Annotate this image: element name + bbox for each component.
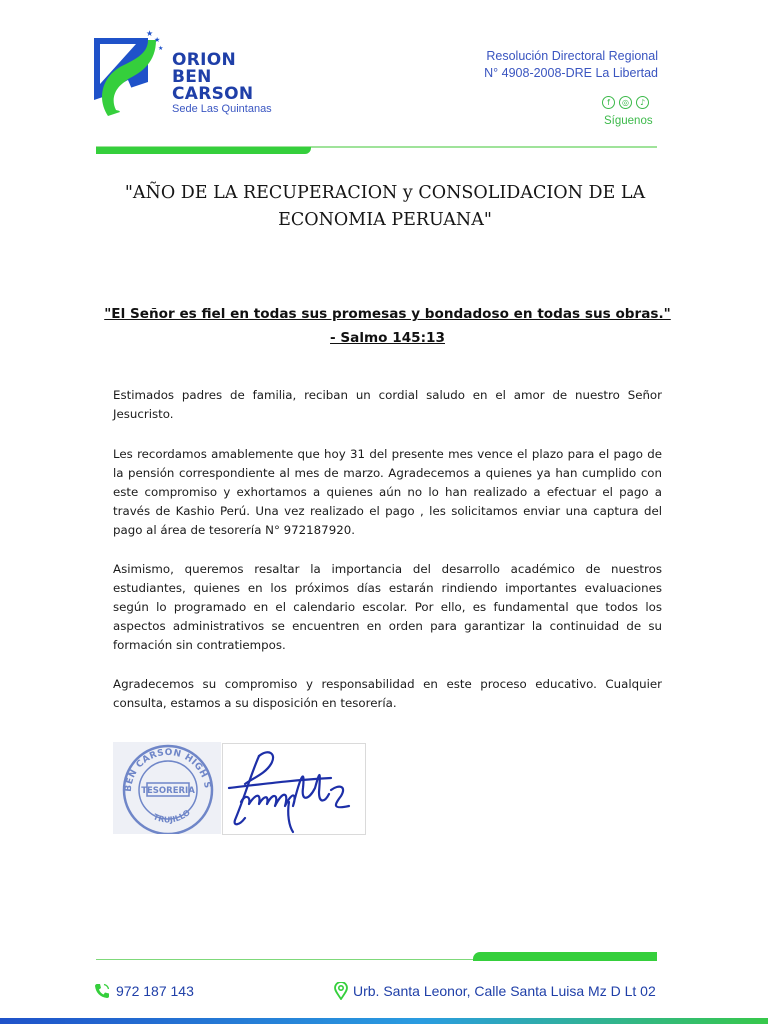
stamp-bottom-text: TRUJILLO (151, 807, 192, 825)
bottom-gradient-stripe (0, 1018, 768, 1024)
svg-text:★: ★ (158, 45, 164, 52)
brand-name-line2: BEN (172, 67, 212, 87)
footer-address: Urb. Santa Leonor, Calle Santa Luisa Mz D Lt 02 (353, 983, 656, 999)
paragraph-greeting: Estimados padres de familia, reciban un cordial saludo en el amor de nuestro Señor Jesucristo. (113, 388, 662, 421)
resolution-line2: N° 4908-2008-DRE La Libertad (484, 66, 658, 80)
phone-icon (94, 983, 110, 999)
svg-text:★: ★ (154, 36, 161, 44)
location-pin-icon (334, 982, 348, 1000)
brand-name-line3: CARSON (172, 84, 254, 104)
svg-text:★: ★ (146, 29, 154, 38)
paragraph-closing: Agradecemos su compromiso y responsabilidad en este proceso educativo. Cualquier consulta, estamos a su disposición en tesorería. (113, 677, 662, 710)
instagram-icon[interactable]: ◎ (619, 96, 632, 109)
social-icons (602, 96, 654, 110)
bible-quote: "El Señor es fiel en todas sus promesas y bondadoso en todas sus obras." (104, 306, 671, 322)
school-logo-icon (94, 28, 166, 120)
brand-name-line1: ORION (172, 50, 237, 70)
facebook-icon[interactable]: f (602, 96, 615, 109)
treasury-stamp (113, 742, 221, 834)
signature (222, 743, 366, 835)
bible-quote-reference: - Salmo 145:13 (330, 330, 445, 346)
footer-phone: 972 187 143 (116, 983, 194, 999)
paragraph-payment-reminder: Les recordamos amablemente que hoy 31 del presente mes vence el plazo para el pago de la pensión correspondiente al mes de marzo. Agradecemos a quienes ya han cumplido con este compromiso y exhortamos a quienes aún no lo han realizado a efectuar el pago a través de Kashio Perú. Una vez realizado el pago , les solicitamos enviar una captura del pago al área de tesorería N° 972187920. (113, 447, 662, 537)
follow-label: Síguenos (604, 115, 653, 127)
header-accent-bar (96, 147, 311, 154)
svg-text:TRUJILLO (152, 808, 192, 825)
resolution-line1: Resolución Directoral Regional (486, 49, 658, 63)
brand-subtitle: Sede Las Quintanas (172, 103, 272, 115)
paragraph-academic: Asimismo, queremos resaltar la importancia del desarrollo académico de nuestros estudiantes, quienes en los próximos días estarán rindiendo importantes evaluaciones según lo programado en el calendario escolar. Por ello, es fundamental que todos los aspectos administrativos se encuentren en orden para garantizar la continuidad de su formación sin contratiempos. (113, 562, 662, 652)
year-title: "AÑO DE LA RECUPERACION y CONSOLIDACION DE LA ECONOMIA PERUANA" (124, 183, 646, 230)
footer-accent-bar (473, 952, 657, 961)
stamp-center-text: TESORERIA (141, 786, 195, 796)
stamp-top-text: BEN CARSON HIGH S (123, 747, 212, 793)
tiktok-icon[interactable]: ♪ (636, 96, 649, 109)
